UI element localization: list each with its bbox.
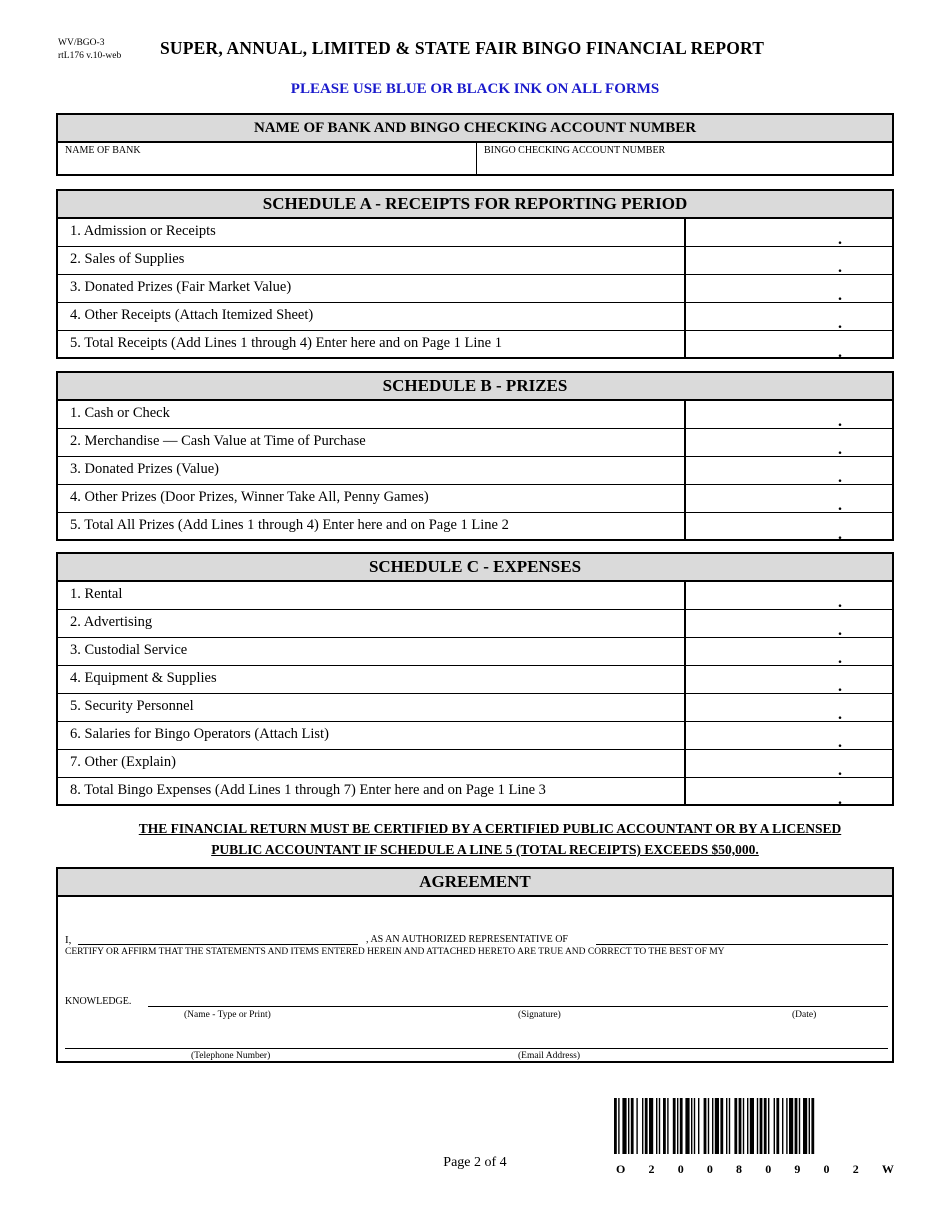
cpa-warning-line-2: PUBLIC ACCOUNTANT IF SCHEDULE A LINE 5 (TOTAL RECEIPTS) EXCEEDS $50,000. bbox=[211, 842, 759, 857]
schedule-c-line-1-label: 1. Rental bbox=[70, 586, 123, 602]
schedule-a-line-5 bbox=[58, 331, 892, 359]
name-signature-date-line[interactable] bbox=[148, 1006, 888, 1007]
decimal-point-marker: . bbox=[838, 706, 842, 723]
agreement-section bbox=[56, 867, 894, 1063]
schedule-c-line-8-label: 8. Total Bingo Expenses (Add Lines 1 through 7) Enter here and on Page 1 Line 3 bbox=[70, 782, 546, 798]
schedule-c-line-2-amount-field[interactable] bbox=[686, 610, 892, 637]
decimal-point-marker: . bbox=[838, 594, 842, 611]
decimal-point-marker: . bbox=[838, 259, 842, 276]
barcode-number bbox=[616, 1162, 894, 1177]
schedule-b-line-1-label: 1. Cash or Check bbox=[70, 405, 170, 421]
schedule-a-line-2 bbox=[58, 247, 892, 275]
schedule-c-line-2-label: 2. Advertising bbox=[70, 614, 153, 630]
decimal-point-marker: . bbox=[838, 231, 842, 248]
schedule-b-line-1-amount-field[interactable] bbox=[686, 401, 892, 428]
schedule-a-line-3 bbox=[58, 275, 892, 303]
certify-statement: CERTIFY OR AFFIRM THAT THE STATEMENTS AND ITEMS ENTERED HEREIN AND ATTACHED HERETO ARE TRUE AND CORRECT TO THE BEST OF MY bbox=[65, 947, 725, 957]
schedule-c-line-6-amount-field[interactable] bbox=[686, 722, 892, 749]
schedule-c-line-6 bbox=[58, 722, 892, 750]
schedule-c-line-8-amount-field[interactable] bbox=[686, 778, 892, 806]
email-caption: (Email Address) bbox=[518, 1051, 581, 1061]
telephone-caption: (Telephone Number) bbox=[191, 1051, 271, 1061]
schedule-c-line-4-amount-field[interactable] bbox=[686, 666, 892, 693]
schedule-a-line-3-label: 3. Donated Prizes (Fair Market Value) bbox=[70, 279, 292, 295]
schedule-b-line-5-amount-field[interactable] bbox=[686, 513, 892, 541]
ink-notice: PLEASE USE BLUE OR BLACK INK ON ALL FORMS bbox=[290, 81, 660, 97]
barcode-char: O bbox=[616, 1162, 626, 1176]
phone-email-line[interactable] bbox=[65, 1048, 888, 1049]
representative-name-line[interactable] bbox=[78, 944, 358, 945]
barcode-icon bbox=[614, 1098, 894, 1154]
schedule-b bbox=[56, 371, 894, 541]
schedule-c-line-5-label: 5. Security Personnel bbox=[70, 698, 194, 714]
authorized-representative-label: , AS AN AUTHORIZED REPRESENTATIVE OF bbox=[366, 934, 568, 945]
barcode-char: 0 bbox=[823, 1162, 830, 1176]
decimal-point-marker: . bbox=[838, 622, 842, 639]
schedule-c-line-7-label: 7. Other (Explain) bbox=[70, 754, 176, 770]
schedule-b-header: SCHEDULE B - PRIZES bbox=[58, 373, 892, 401]
schedule-a-line-3-amount-field[interactable] bbox=[686, 275, 892, 302]
decimal-point-marker: . bbox=[838, 526, 842, 543]
schedule-a-line-4-label: 4. Other Receipts (Attach Itemized Sheet) bbox=[70, 307, 314, 323]
decimal-point-marker: . bbox=[838, 791, 842, 808]
agreement-header: AGREEMENT bbox=[58, 869, 892, 897]
schedule-b-line-2-amount-field[interactable] bbox=[686, 429, 892, 456]
schedule-b-line-5 bbox=[58, 513, 892, 541]
schedule-b-line-5-label: 5. Total All Prizes (Add Lines 1 through 4) Enter here and on Page 1 Line 2 bbox=[70, 517, 509, 533]
schedule-c-rows bbox=[58, 582, 892, 806]
schedule-c-line-3-label: 3. Custodial Service bbox=[70, 642, 188, 658]
schedule-c bbox=[56, 552, 894, 806]
bank-fields-row bbox=[58, 143, 892, 174]
account-number-field[interactable] bbox=[477, 143, 892, 174]
bank-section-header: NAME OF BANK AND BINGO CHECKING ACCOUNT NUMBER bbox=[58, 115, 892, 143]
page-number: Page 2 of 4 bbox=[443, 1155, 507, 1170]
form-revision: rtL176 v.10-web bbox=[58, 51, 122, 61]
decimal-point-marker: . bbox=[838, 469, 842, 486]
schedule-b-line-4 bbox=[58, 485, 892, 513]
barcode-char: 9 bbox=[794, 1162, 801, 1176]
schedule-c-line-7-amount-field[interactable] bbox=[686, 750, 892, 777]
schedule-a-line-5-amount-field[interactable] bbox=[686, 331, 892, 359]
schedule-a bbox=[56, 189, 894, 359]
decimal-point-marker: . bbox=[838, 287, 842, 304]
schedule-c-line-4-label: 4. Equipment & Supplies bbox=[70, 670, 217, 686]
schedule-b-line-2 bbox=[58, 429, 892, 457]
signature-caption: (Signature) bbox=[518, 1010, 561, 1020]
schedule-a-line-4-amount-field[interactable] bbox=[686, 303, 892, 330]
schedule-a-line-1-amount-field[interactable] bbox=[686, 219, 892, 246]
knowledge-label: KNOWLEDGE. bbox=[65, 996, 132, 1007]
barcode-char: W bbox=[881, 1162, 894, 1176]
decimal-point-marker: . bbox=[838, 650, 842, 667]
bank-name-field[interactable] bbox=[58, 143, 477, 174]
schedule-c-line-3 bbox=[58, 638, 892, 666]
date-caption: (Date) bbox=[792, 1010, 817, 1020]
barcode-char: 0 bbox=[706, 1162, 713, 1176]
form-id bbox=[58, 37, 121, 63]
schedule-c-line-8 bbox=[58, 778, 892, 806]
account-number-label: BINGO CHECKING ACCOUNT NUMBER bbox=[484, 145, 666, 156]
schedule-c-line-5 bbox=[58, 694, 892, 722]
schedule-c-line-2 bbox=[58, 610, 892, 638]
schedule-b-line-1 bbox=[58, 401, 892, 429]
schedule-c-line-4 bbox=[58, 666, 892, 694]
schedule-c-header: SCHEDULE C - EXPENSES bbox=[58, 554, 892, 582]
decimal-point-marker: . bbox=[838, 441, 842, 458]
bank-section bbox=[56, 113, 894, 176]
organization-name-line[interactable] bbox=[596, 944, 888, 945]
schedule-b-line-4-amount-field[interactable] bbox=[686, 485, 892, 512]
agreement-body bbox=[58, 897, 892, 1061]
schedule-b-line-3-label: 3. Donated Prizes (Value) bbox=[70, 461, 219, 477]
schedule-a-header: SCHEDULE A - RECEIPTS FOR REPORTING PERIOD bbox=[58, 191, 892, 219]
decimal-point-marker: . bbox=[838, 413, 842, 430]
schedule-a-line-1 bbox=[58, 219, 892, 247]
decimal-point-marker: . bbox=[838, 734, 842, 751]
schedule-c-line-3-amount-field[interactable] bbox=[686, 638, 892, 665]
schedule-a-rows bbox=[58, 219, 892, 359]
barcode-char: 2 bbox=[852, 1162, 859, 1176]
barcode-char: 2 bbox=[648, 1162, 655, 1176]
cpa-warning-line-1: THE FINANCIAL RETURN MUST BE CERTIFIED BY A CERTIFIED PUBLIC ACCOUNTANT OR BY A LICENSED bbox=[138, 821, 842, 836]
barcode-char: 0 bbox=[765, 1162, 772, 1176]
barcode-char: 0 bbox=[677, 1162, 684, 1176]
form-number: WV/BGO-3 bbox=[58, 38, 105, 48]
schedule-b-line-3-amount-field[interactable] bbox=[686, 457, 892, 484]
schedule-a-line-2-label: 2. Sales of Supplies bbox=[70, 251, 185, 267]
page-title: SUPER, ANNUAL, LIMITED & STATE FAIR BINGO FINANCIAL REPORT bbox=[160, 38, 765, 58]
schedule-c-line-6-label: 6. Salaries for Bingo Operators (Attach List) bbox=[70, 726, 329, 742]
name-caption: (Name - Type or Print) bbox=[184, 1010, 271, 1020]
barcode-char: 8 bbox=[736, 1162, 743, 1176]
decimal-point-marker: . bbox=[838, 344, 842, 361]
schedule-a-line-1-label: 1. Admission or Receipts bbox=[70, 223, 216, 239]
schedule-c-line-5-amount-field[interactable] bbox=[686, 694, 892, 721]
schedule-c-line-7 bbox=[58, 750, 892, 778]
decimal-point-marker: . bbox=[838, 678, 842, 695]
schedule-b-line-3 bbox=[58, 457, 892, 485]
decimal-point-marker: . bbox=[838, 762, 842, 779]
schedule-a-line-4 bbox=[58, 303, 892, 331]
schedule-c-line-1-amount-field[interactable] bbox=[686, 582, 892, 609]
schedule-a-line-5-label: 5. Total Receipts (Add Lines 1 through 4) Enter here and on Page 1 Line 1 bbox=[70, 335, 502, 351]
decimal-point-marker: . bbox=[838, 497, 842, 514]
schedule-b-line-4-label: 4. Other Prizes (Door Prizes, Winner Take All, Penny Games) bbox=[70, 489, 429, 505]
decimal-point-marker: . bbox=[838, 315, 842, 332]
bank-name-label: NAME OF BANK bbox=[65, 145, 141, 156]
schedule-b-rows bbox=[58, 401, 892, 541]
i-label: I, bbox=[65, 934, 72, 946]
schedule-b-line-2-label: 2. Merchandise — Cash Value at Time of Purchase bbox=[70, 433, 366, 449]
schedule-c-line-1 bbox=[58, 582, 892, 610]
schedule-a-line-2-amount-field[interactable] bbox=[686, 247, 892, 274]
